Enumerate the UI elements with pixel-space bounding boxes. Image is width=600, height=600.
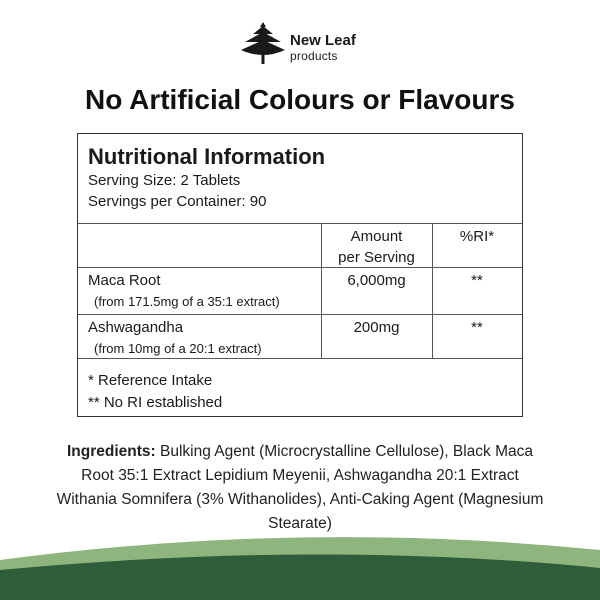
- footnotes: [88, 370, 222, 414]
- brand-name: New Leaf: [290, 32, 356, 49]
- ingredients-list: Bulking Agent (Microcrystalline Cellulose), Black Maca Root 35:1 Extract Lepidium Meyenii, Ashwagandha 20:1 Extract Withania Somnifera (3% Withanolides), Anti-Caking Agent (Magnesium Stearate): [56, 443, 544, 532]
- divider: [78, 314, 522, 315]
- decorative-wave: [0, 520, 600, 600]
- ri-header: %RI*: [459, 228, 495, 245]
- table-row-name: Ashwagandha: [88, 319, 184, 336]
- nutrition-panel: [77, 133, 523, 417]
- divider: [78, 358, 522, 359]
- footnote: * Reference Intake: [88, 372, 213, 389]
- table-row-ri: **: [471, 319, 483, 336]
- amount-header-line1: Amount: [350, 228, 403, 245]
- leaf-icon: [241, 20, 285, 66]
- panel-header: [88, 144, 508, 212]
- table-row-name: Maca Root: [88, 272, 161, 289]
- amount-header-line2: per Serving: [338, 249, 415, 266]
- footnote: ** No RI established: [88, 394, 223, 411]
- table-row-amount: 6,000mg: [347, 272, 406, 289]
- ingredients-label: Ingredients:: [66, 443, 156, 460]
- brand-logo: [241, 20, 371, 68]
- table-row-detail: (from 10mg of a 20:1 extract): [94, 341, 262, 356]
- divider: [78, 267, 522, 268]
- table-row-amount: 200mg: [353, 319, 400, 336]
- table-row-ri: **: [471, 272, 483, 289]
- serving-size: Serving Size: 2 Tablets: [88, 172, 241, 189]
- table-row-detail: (from 171.5mg of a 35:1 extract): [94, 294, 280, 309]
- divider: [78, 223, 522, 224]
- panel-title: Nutritional Information: [88, 144, 326, 169]
- brand-tagline: products: [290, 49, 338, 63]
- amount-header: [321, 226, 432, 268]
- headline: No Artificial Colours or Flavours: [85, 84, 515, 115]
- servings-per-container: Servings per Container: 90: [88, 193, 267, 210]
